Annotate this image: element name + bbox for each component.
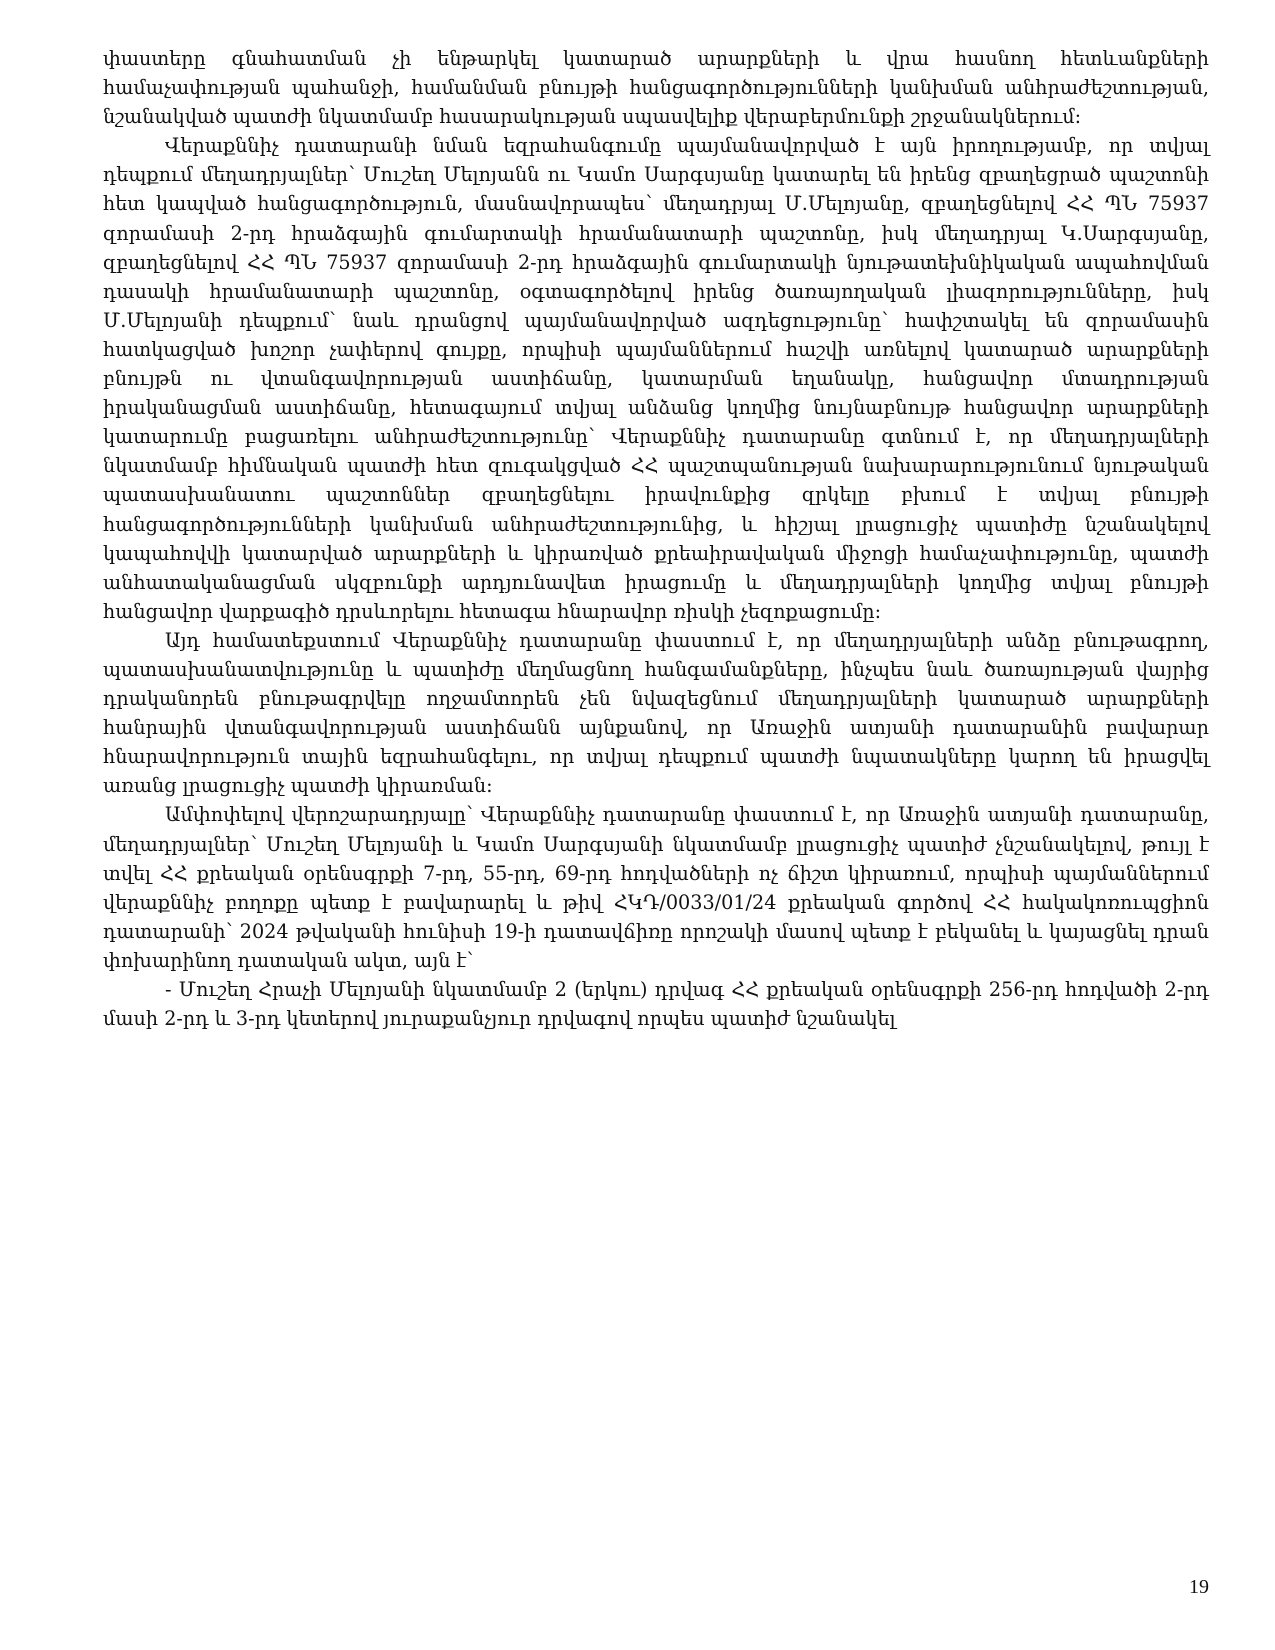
paragraph-appeal-court-reasoning: Վերաքննիչ դատարանի նման եզրահանգումը պայմանավորված է այն իրողությամբ, որ տվյալ դեպքում մեղադրյալներ՝ Մուշեղ Մելոյանն ու Կամո Սարգսյանը կատարել են իրենց զբաղեցրած պաշտոնի հետ կապված հանցագործություն, մասնավորապես՝ մեղադրյալ Մ.Մելոյանը, զբաղեցնելով ՀՀ ՊՆ 75937 զորամասի 2-րդ հրաձգային գումարտակի հրամանատարի պաշտոնը, իսկ մեղադրյալ Կ.Սարգսյանը, զբաղեցնելով ՀՀ ՊՆ 75937 զորամասի 2-րդ հրաձգային գումարտակի նյութատեխնիկական ապահովման դասակի հրամանատարի պաշտոնը, օգտագործելով իրենց ծառայողական լիազորությունները, իսկ Մ.Մելոյանի դեպքում՝ նաև դրանցով պայմանավորված ազդեցությունը՝ հափշտակել են զորամասին հատկացված խոշոր չափերով գույքը, որպիսի պայմաններում հաշվի առնելով կատարած արարքների բնույթն ու վտանգավորության աստիճանը, կատարման եղանակը, հանցավոր մտադրության իրականացման աստիճանը, հետագայում տվյալ անձանց կողմից նույնաբնույթ հանցավոր արարքների կատարումը բացառելու անհրաժեշտությունը՝ Վերաքննիչ դատարանը գտնում է, որ մեղադրյալների նկատմամբ հիմնական պատժի հետ զուգակցված ՀՀ պաշտպանության նախարարությունում նյութական պատասխանատու պաշտոններ զբաղեցնելու իրավունքից զրկելը բխում է տվյալ բնույթի հանցագործությունների կանխման անհրաժեշտությունից, և հիշյալ լրացուցիչ պատիժը նշանակելով կապահովվի կատարված արարքների և կիրառված քրեաիրավական միջոցի համաչափությունը, պատժի անհատականացման սկզբունքի արդյունավետ իրացումը և մեղադրյալների կողմից տվյալ բնույթի հանցավոր վարքագիծ դրսևորելու հետագա հնարավոր ռիսկի չեզոքացումը: <box>103 134 1209 623</box>
paragraph-summary: Ամփոփելով վերոշարադրյալը՝ Վերաքննիչ դատարանը փաստում է, որ Առաջին ատյանի դատարանը, մեղադրյալներ՝ Մուշեղ Մելոյանի և Կամո Սարգսյանի նկատմամբ լրացուցիչ պատիժ չնշանակելով, թույլ է տվել ՀՀ քրեական օրենսգրքի 7-րդ, 55-րդ, 69-րդ հոդվածների ոչ ճիշտ կիրառում, որպիսի պայմաններում վերաքննիչ բողոքը պետք է բավարարել և թիվ ՀԿԴ/0033/01/24 քրեական գործով ՀՀ հակակոռուպցիոն դատարանի՝ 2024 թվականի հունիսի 19-ի դատավճիռը որոշակի մասով պետք է բեկանել և կայացնել դրան փոխարինող դատական ակտ, այն է՝ <box>103 803 1209 972</box>
paragraph-continuation: փաստերը գնահատման չի ենթարկել կատարած արարքների և վրա հասնող հետևանքների համաչափության պահանջի, համանման բնույթի հանցագործությունների կանխման անհրաժեշտության, նշանակված պատժի նկատմամբ հասարակության սպասվելիք վերաբերմունքի շրջանակներում: <box>103 47 1209 129</box>
page-number: 19 <box>1189 1576 1209 1598</box>
paragraph-sentence-item: - Մուշեղ Հրաչի Մելոյանի նկատմամբ 2 (երկու) դրվագ ՀՀ քրեական օրենսգրքի 256-րդ հոդվածի 2-րդ մասի 2-րդ և 3-րդ կետերով յուրաքանչյուր դրվագով որպես պատիժ նշանակել <box>103 978 1209 1031</box>
document-body <box>103 44 1209 1033</box>
paragraph-context: Այդ համատեքստում Վերաքննիչ դատարանը փաստում է, որ մեղադրյալների անձը բնութագրող, պատասխանատվությունը և պատիժը մեղմացնող հանգամանքները, ինչպես նաև ծառայության վայրից դրականորեն բնութագրվելը ողջամտորեն չեն նվազեցնում մեղադրյալների կատարած արարքների հանրային վտանգավորության աստիճանն այնքանով, որ Առաջին ատյանի դատարանին բավարար հնարավորություն տային եզրահանգելու, որ տվյալ դեպքում պատժի նպատակները կարող են իրացվել առանց լրացուցիչ պատժի կիրառման: <box>103 628 1209 798</box>
